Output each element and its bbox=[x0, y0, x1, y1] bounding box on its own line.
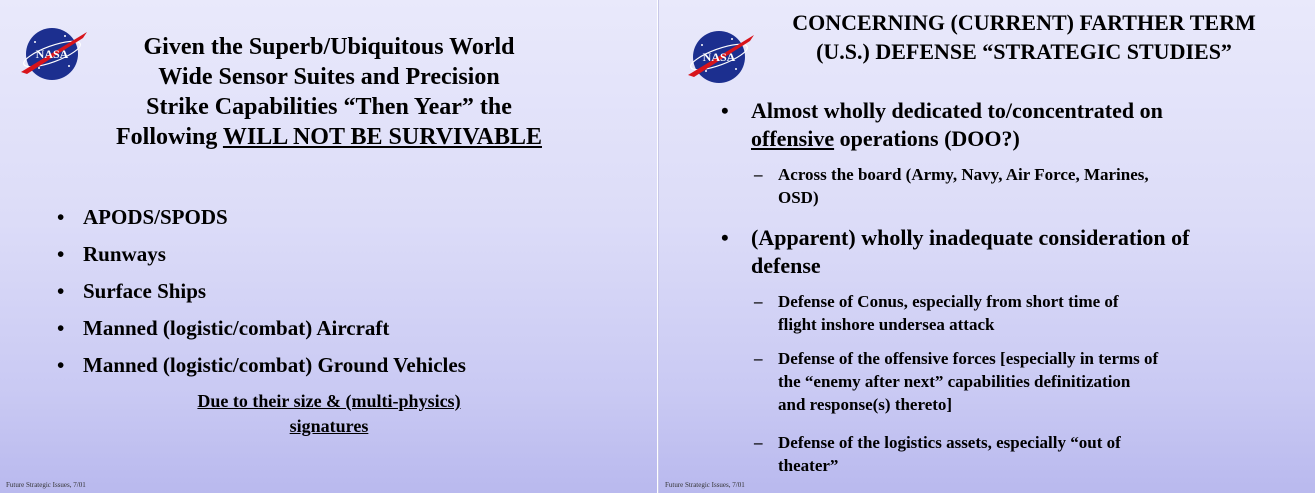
list-item: • Manned (logistic/combat) Aircraft bbox=[55, 313, 466, 350]
left-slide bbox=[0, 0, 657, 493]
list-item: • Runways bbox=[55, 239, 466, 276]
list-item: • Manned (logistic/combat) Ground Vehicles bbox=[55, 350, 466, 387]
logo-text: NASA bbox=[702, 50, 736, 64]
bullet-text: operations (DOO?) bbox=[834, 126, 1020, 151]
title-line: CONCERNING (CURRENT) FARTHER TERM bbox=[792, 10, 1256, 35]
title-line: Wide Sensor Suites and Precision bbox=[158, 64, 500, 90]
slide-title bbox=[744, 8, 1304, 66]
bullet-line: • (Apparent) wholly inadequate consideration of bbox=[751, 225, 1190, 250]
slide-footer: Future Strategic Issues, 7/01 bbox=[665, 481, 745, 489]
sub-line: – Across the board (Army, Navy, Air Force, Marines, bbox=[778, 165, 1149, 184]
title-line bbox=[80, 122, 578, 152]
sub-list-item bbox=[754, 431, 1121, 477]
title-emphasis: WILL NOT BE SURVIVABLE bbox=[222, 124, 542, 150]
sub-line: theater” bbox=[778, 456, 839, 475]
slide-note bbox=[80, 389, 578, 439]
list-item bbox=[721, 97, 1163, 153]
sub-line: – Defense of the offensive forces [especially in terms of bbox=[778, 349, 1159, 368]
note-line: signatures bbox=[289, 416, 369, 436]
title-line: Strike Capabilities “Then Year” the bbox=[146, 94, 512, 120]
sub-line: and response(s) thereto] bbox=[778, 395, 953, 414]
sub-line: – Defense of the logistics assets, especially “out of bbox=[778, 433, 1121, 452]
note-line: Due to their size & (multi-physics) bbox=[197, 391, 461, 411]
right-slide bbox=[658, 0, 1315, 493]
title-line: Given the Superb/Ubiquitous World bbox=[143, 34, 515, 60]
sub-list-item bbox=[754, 163, 1149, 209]
bullet-emphasis: offensive bbox=[751, 126, 835, 151]
sub-list-item bbox=[754, 347, 1158, 416]
bullet-list bbox=[55, 202, 466, 387]
sub-list-item bbox=[754, 290, 1119, 336]
list-item: • APODS/SPODS bbox=[55, 202, 466, 239]
logo-text: NASA bbox=[35, 47, 69, 61]
title-line: (U.S.) DEFENSE “STRATEGIC STUDIES” bbox=[816, 39, 1232, 64]
list-item: • Surface Ships bbox=[55, 276, 466, 313]
title-prefix: Following bbox=[116, 124, 223, 150]
slide-title bbox=[80, 32, 578, 152]
sub-line: – Defense of Conus, especially from short time of bbox=[778, 292, 1119, 311]
slide-footer: Future Strategic Issues, 7/01 bbox=[6, 481, 86, 489]
bullet-line: • Almost wholly dedicated to/concentrated on bbox=[751, 98, 1163, 123]
list-item bbox=[721, 224, 1189, 280]
bullet-line: defense bbox=[751, 253, 821, 278]
sub-line: flight inshore undersea attack bbox=[778, 315, 995, 334]
bullet-line bbox=[751, 125, 1163, 153]
sub-line: the “enemy after next” capabilities definitization bbox=[778, 372, 1131, 391]
sub-line: OSD) bbox=[778, 188, 819, 207]
